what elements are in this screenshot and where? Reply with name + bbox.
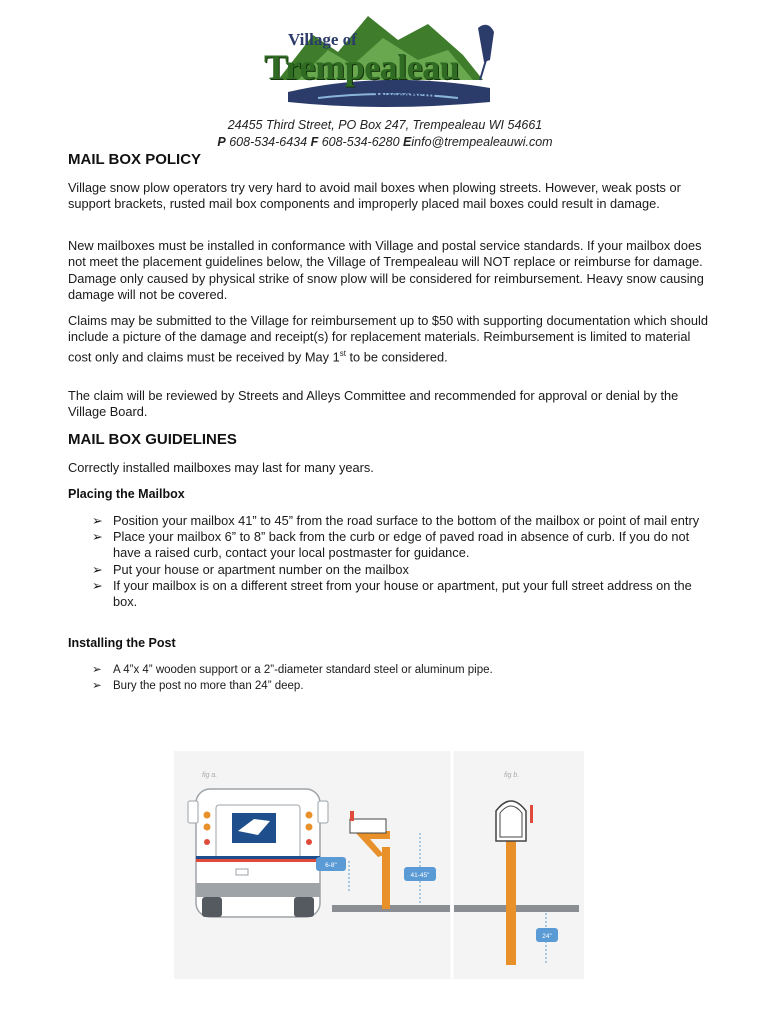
policy-heading: MAIL BOX POLICY [68, 151, 202, 168]
guidelines-intro: Correctly installed mailboxes may last for many years. [68, 460, 374, 475]
address-line: 24455 Third Street, PO Box 247, Trempealeau WI 54661 [227, 118, 543, 132]
guidelines-heading: MAIL BOX GUIDELINES [68, 431, 237, 448]
installing-heading: Installing the Post [68, 636, 176, 650]
list-item [92, 529, 712, 561]
list-item [92, 513, 712, 529]
policy-paragraph-2: New mailboxes must be installed in conformance with Village and postal service standards. If your mailbox does not meet the placement guidelines below, the Village of Trempealeau will NOT replace or reimburse for damage. Damage only caused by physical strike of snow plow will be considered for reimbursement. Heavy snow causing damage will not be covered. [68, 238, 704, 303]
fig-a-label: fig a. [202, 772, 218, 779]
fax-label: F [310, 135, 319, 149]
installing-list [92, 662, 712, 694]
policy-paragraph-3-main: Claims may be submitted to the Village for reimbursement up to $50 with supporting documentation which should include a picture of the damage and receipt(s) for replacement materials. Reimbursement is limited to material cost only and claims must be received by May 1 [68, 313, 708, 365]
list-item-text: Put your house or apartment number on the mailbox [113, 561, 409, 577]
fig-b-label: fig b. [504, 772, 520, 779]
list-item-text: Bury the post no more than 24” deep. [113, 680, 304, 692]
arrow-bullet-icon: ➢ [92, 561, 103, 577]
height-label: 41-45" [410, 872, 430, 879]
list-item-text: If your mailbox is on a different street from your house or apartment, put your full street address on the box. [113, 577, 692, 610]
village-logo [258, 10, 508, 116]
depth-label: 24" [542, 933, 552, 940]
arrow-bullet-icon: ➢ [92, 577, 103, 593]
arrow-bullet-icon: ➢ [92, 680, 102, 692]
placing-list [92, 513, 712, 610]
email-address[interactable]: info@trempealeauwi.com [411, 135, 553, 149]
list-item-text: Place your mailbox 6” to 8” back from the curb or edge of paved road in absence of curb. If you do not have a raised curb, contact your local postmaster for guidance. [113, 529, 690, 561]
setback-label: 6-8" [325, 862, 337, 869]
ground-line [454, 905, 579, 912]
phone-number: 608-534-6434 [229, 135, 308, 149]
list-item [92, 678, 712, 694]
list-item [92, 578, 712, 610]
logo-name-text: Trempealeau [264, 47, 460, 87]
arrow-bullet-icon: ➢ [92, 664, 102, 676]
list-item-text: Position your mailbox 41” to 45” from the road surface to the bottom of the mailbox or point of mail entry [113, 513, 700, 528]
mailbox-diagram [174, 751, 584, 979]
mail-truck-illustration [188, 789, 328, 917]
mailbox-on-post-side-view [350, 811, 390, 909]
fax-number: 608-534-6280 [321, 135, 400, 149]
contact-line [0, 135, 770, 149]
policy-paragraph-4: The claim will be reviewed by Streets and Alleys Committee and recommended for approval or denial by the Village Board. [68, 388, 679, 420]
list-item [92, 562, 712, 578]
logo-village-text: Village of [288, 30, 357, 49]
policy-paragraph-3-end: to be considered. [345, 349, 448, 365]
arrow-bullet-icon: ➢ [92, 529, 103, 545]
mailbox-front-view [496, 801, 533, 965]
road-ground [332, 905, 450, 912]
phone-label: P [217, 135, 226, 149]
arrow-bullet-icon: ➢ [92, 513, 103, 528]
placing-heading: Placing the Mailbox [68, 487, 185, 501]
mailbox-diagram-graphic [174, 751, 584, 979]
policy-paragraph-3 [68, 313, 708, 365]
list-item [92, 662, 712, 678]
email-label: E [403, 135, 412, 149]
logo-state-text: Wisconsin [374, 89, 436, 104]
list-item-text: A 4”x 4” wooden support or a 2”-diameter standard steel or aluminum pipe. [113, 664, 493, 676]
policy-paragraph-1: Village snow plow operators try very hard to avoid mail boxes when plowing streets. However, weak posts or support brackets, rusted mail box components and improperly placed mail boxes could result in damage. [68, 180, 681, 212]
policy-paragraph-3-sup: st [339, 348, 346, 358]
